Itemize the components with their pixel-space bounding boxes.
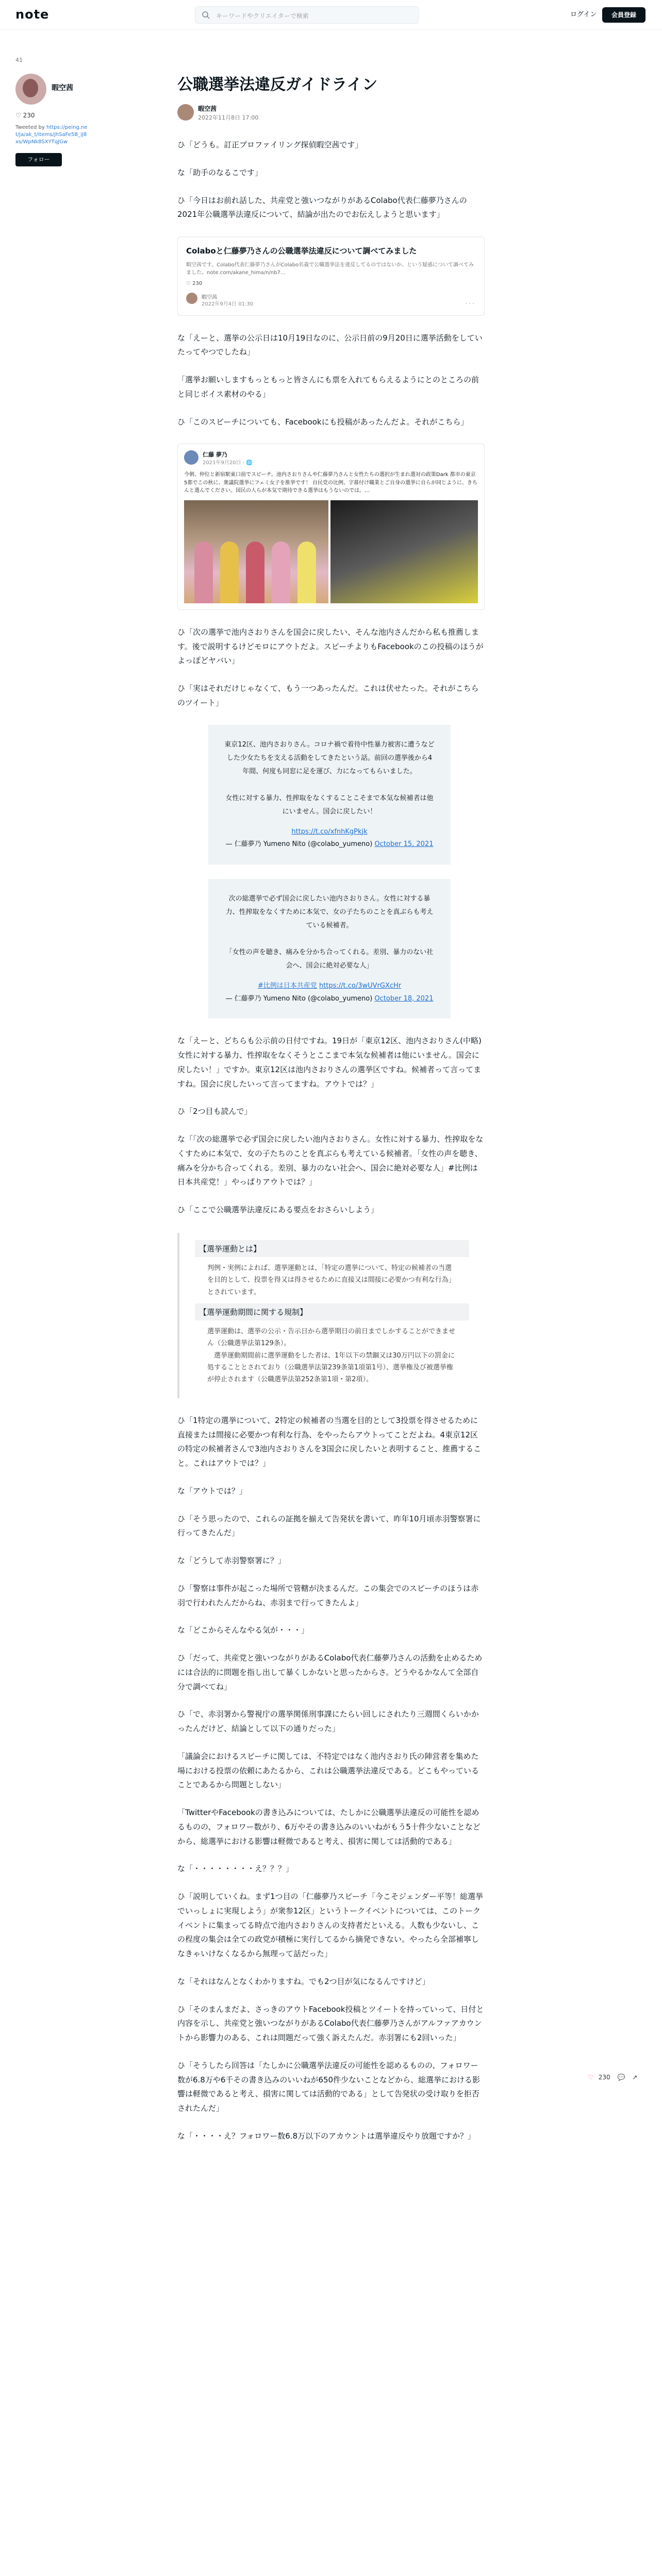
embedded-note-card[interactable]: [177, 236, 485, 316]
paragraph: ひ「2つ目も読んで」: [177, 1107, 252, 1116]
article-title: 公職選挙法違反ガイドライン: [177, 76, 378, 94]
author-name[interactable]: 暇空茜: [52, 84, 73, 92]
paragraph: ひ「だって、共産党と強いつながりがあるColabo代表仁藤夢乃さんの活動を止めるためには合法的に問題を指し出して暴くしかないと思ったからさ。どうやるかなんて全部自分で調べてね」: [177, 1653, 483, 1691]
fb-date: 2021年9月20日 · 🌐: [203, 460, 253, 466]
paragraph: ひ「次の選挙で池内さおりさんを国会に戻したい、そんな池内さんだから私も推薦します。後で説明するけどモロにアウトだよ。スピーチよりもFacebookのこの投稿のほうがよっぽどヤバい」: [177, 627, 484, 666]
embed-user-avatar: [186, 293, 197, 304]
like-heart-icon[interactable]: ♡: [588, 2074, 593, 2081]
tweet1-meta: [224, 826, 435, 851]
paragraph: ひ「警察は事件が起こった場所で管轄が決まるんだ。この集会でのスピーチのほうは赤羽で行われたんだからね、赤羽まで行ってきたんよ」: [177, 1583, 479, 1607]
tweet-embed-1[interactable]: [208, 725, 451, 865]
tweet-embed-2[interactable]: [208, 879, 451, 1019]
paragraph: な「「次の総選挙で必ず国会に戻したい池内さおりさん。女性に対する暴力、性搾取をなくすために本気で、女の子たちのことを真ぶらも考えている候補者。「女性の声を聴き、痛みを分かち合ってくれる。差別、暴力のない社会へ、国会に絶対必要な人」#比例は日本共産党！」やっぱりアウトでは？」: [177, 1134, 484, 1187]
author-sidebar: [15, 57, 88, 166]
fb-images: [184, 500, 478, 603]
paragraph: ひ「説明していくね。まず1つ目の「仁藤夢乃スピーチ「今こそジェンダー平等！総選挙でいっしょに実現しよう」が衆参12区」というトークイベントについては、このトークイベントに集まってる時点で池内さおりさんの支持者だといえる。人数も少ないし、この程度の集会は全ての政党が積極に実行してるから摘発できない。やったら全部補寧しなきゃいけなくなるから無理って話だった」: [177, 1892, 484, 1959]
author-likes: ♡ 230: [15, 112, 35, 119]
author-bio: [15, 124, 88, 146]
login-link[interactable]: ログイン: [570, 11, 597, 19]
embed-more-icon[interactable]: ···: [465, 299, 476, 307]
paragraph: な「えーと、どちらも公示前の日付ですね。19日が「東京12区、池内さおりさん(中略)女性に対する暴力、性搾取をなくそうとここまで本気な候補者は他にいません。国会に戻したい！」ですか。東京12区は池内さおりさんの選挙区ですね。候補者って言ってますね。国会に戻したいって言ってますね。アウトでは？」: [177, 1036, 482, 1089]
paragraph: ひ「そう思ったので、これらの証拠を揃えて告発状を書いて、昨年10月頃赤羽警察署に行ってきたんだ」: [177, 1514, 481, 1538]
paragraph: ひ「1特定の選挙について、2特定の候補者の当選を目的として3投票を得させるために直接または間接に必要かつ有利な行為、をやったらアウトってことだよね。4東京12区の特定の候補者さんで3池内さおりさんを3国会に戻したいと表明すること、推薦すること。これはアウトでは？」: [177, 1415, 482, 1468]
facebook-post-embed[interactable]: [177, 444, 485, 610]
quote-body-1: 判例・実例によれば、選挙運動とは、「特定の選挙について、特定の候補者の当選を目的として、投票を得又は得させるために直接又は間接に必要かつ有利な行為」とされています。: [207, 1264, 455, 1296]
paragraph: な「アウトでは？」: [177, 1486, 247, 1496]
fb-photo-group: [184, 500, 328, 603]
paragraph: 「TwitterやFacebookの書き込みについては、たしかに公職選挙法違反の可能性を認めるものの、フォロワー数がり、6万やその書き込みのいいねがもう5十件少ないことなどから、総選挙における影響は軽微であると考え、損害に関しては活動的である」: [177, 1808, 481, 1846]
paragraph: ひ「実はそれだけじゃなくて、もう一つあったんだ。これは伏せたった。それがこちらのツイート」: [177, 684, 479, 707]
paragraph: ひ「そうしたら回答は「たしかに公職選挙法違反の可能性を認めるものの、フォロワー数が6.8万や6千その書き込みのいいねが650件少ないことなどから、総選挙における影響は軽微であると考え、損害に関しては活動的である」として告発状の受け取りを拒否されたんだ」: [177, 2060, 481, 2113]
law-quote-block: [177, 1233, 485, 1398]
paragraph: ひ「ここで公職選挙法違反にある要点をおさらいしよう」: [177, 1205, 379, 1214]
tweet2-text: 次の総選挙で必ず国会に戻したい池内さおりさん。女性に対する暴力、性搾取をなくすために本気で、女の子たちのことを真ぶらも考えている候補者。 「女性の声を聴き、痛みを分かち合ってくれる。差別、暴力のない社会へ、国会に絶対必要な人」: [225, 894, 434, 970]
paragraph: な「どうして赤羽警察署に？」: [177, 1556, 286, 1566]
article: [177, 75, 485, 2144]
author-avatar[interactable]: [15, 74, 46, 105]
quote-heading-2: 【選挙運動期間に関する規制】: [195, 1303, 469, 1320]
paragraph: な「えーと、選挙の公示日は10月19日なのに、公示日前の9月20日に選挙活動をしていたってやつでしたね」: [177, 333, 483, 357]
sidebar-top-label: 41: [15, 57, 23, 63]
embed-user: [186, 293, 476, 307]
fb-photo-speech: [330, 500, 478, 603]
fb-header: [184, 450, 478, 468]
paragraph: ひ「このスピーチについても、Facebookにも投稿があったんだよ。それがこちら」: [177, 417, 469, 427]
tweet2-author: — 仁藤夢乃 Yumeno Nito (@colabo_yumeno): [225, 994, 373, 1003]
site-header: [0, 0, 662, 30]
signup-button[interactable]: 会員登録: [602, 7, 646, 23]
tweet1-text: 東京12区、池内さおりさん。コロナ禍で着待中性暴力被害に遭うなどした少女たちを支える活動をしてきたという話。前回の選挙後から4年間、何度も同窓に足を運び、力になってもらいました。 女性に対する暴力、性搾取をなくすることこそまで本気な候補者は他にいません。国会に戻したい！: [224, 740, 435, 816]
tweet1-date[interactable]: October 15, 2021: [374, 840, 434, 849]
article-author-name[interactable]: 暇空茜: [198, 105, 217, 112]
paragraph: な「それはなんとなくわかりますね。でも2つ目が気になるんですけど」: [177, 1976, 430, 1986]
note-logo[interactable]: note: [15, 7, 49, 22]
article-author-row: [177, 104, 485, 123]
paragraph: ひ「どうも。訂正プロファイリング探偵暇空茜です」: [177, 140, 363, 149]
tweet1-author: — 仁藤夢乃 Yumeno Nito (@colabo_yumeno): [225, 840, 373, 849]
search-box[interactable]: [195, 6, 419, 24]
tweet2-tag[interactable]: #比例は日本共産党: [257, 981, 317, 990]
bio-prefix: Tweeted by: [15, 125, 45, 130]
fb-text: 今朝、仲位と新宿駅東口前でスピーチ。池内さおりさんや仁藤夢乃さんと女性たちの選択が生まれ選対の政策Dark 都市の東京 5都でこの秋に、衆議院選挙にフェミ女子を推挙です！ 自民党の比例、字幕付け職業とご自身の選挙に自らが同じように、きちんと選んでください。国民の人らが本気で期待できる選挙はもうないのでは。…: [184, 472, 478, 494]
paragraph: な「・・・・・・・・え？？？」: [177, 1864, 294, 1874]
tweet2-meta: [224, 980, 435, 1005]
like-count: 230: [598, 2074, 610, 2081]
fb-name: 仁藤 夢乃: [203, 451, 227, 459]
paragraph: ひ「今日はお前れ話した、共産党と強いつながりがあるColabo代表仁藤夢乃さんの2021年公職選挙法違反について、結論が出たのでお伝えしようと思います」: [177, 195, 467, 219]
search-icon: [202, 11, 210, 19]
paragraph: ひ「そのまんまだよ、さっきのアウトFacebook投稿とツイートを持っていって、日付と内容を示し、共産党と強いつながりがあるColabo代表仁藤夢乃さんがアルファアカウントから影響力のある、これは問題だって強く訴えたんだ。赤羽署にも2回いった」: [177, 2004, 484, 2043]
paragraph: な「・・・・え？フォロワー数6.8万以下のアカウントは選挙違反やり放題ですか？」: [177, 2131, 475, 2141]
quote-body-2: 選挙運動は、選挙の公示・告示日から選挙期日の前日までしかすることができません（公職選挙法第129条）。 選挙運動期間前に選挙運動をした者は、1年以下の禁錮又は30万円以下の罰金に処することとされており（公職選挙法第239条第1項第1号）、選挙権及び被選挙権が停止されます（公職選挙法第252条第1項・第2項）。: [207, 1327, 456, 1384]
tweet2-link[interactable]: https://t.co/3wUVrGXcHr: [319, 981, 402, 990]
quote-heading-1: 【選挙運動とは】: [195, 1240, 469, 1257]
tweet2-date[interactable]: October 18, 2021: [374, 994, 434, 1003]
paragraph: な「助手のなるこです」: [177, 167, 263, 177]
article-date: 2022年11月8日 17:00: [198, 114, 259, 121]
fb-avatar: [184, 450, 198, 465]
floating-action-bar: [588, 2074, 642, 2081]
share-icon[interactable]: ↗: [632, 2074, 638, 2081]
embed-date: 2022年9月4日 01:30: [202, 301, 254, 307]
article-author-avatar[interactable]: [177, 104, 194, 121]
comment-icon[interactable]: 💬: [617, 2074, 625, 2081]
search-placeholder: キーワードやクリエイターで検索: [216, 12, 309, 20]
paragraph: ひ「で、赤羽署から警視庁の選挙関係刑事課にたらい回しにされたり三週間くらいかかったんだけど、結論として以下の通りだった」: [177, 1709, 479, 1734]
tweet1-link[interactable]: https://t.co/xfnhKgPkjk: [291, 827, 368, 836]
embed-user-name: 暇空茜: [202, 294, 217, 300]
embed-title: Colaboと仁藤夢乃さんの公職選挙法違反について調べてみました: [186, 246, 417, 256]
embed-description: 暇空茜です。Colabo代表仁藤夢乃さんがColabo名義で公職選挙法を違反してるのではないか、という疑惑について調べてみました。note.com/akane_hima/n/nb7…: [186, 262, 474, 276]
bio-link[interactable]: https://peing.net/ja/ak_t/items/jhSaFe5B_iJ8xs/WpNk8SXYTqJGw: [15, 125, 88, 145]
embed-likes: ♡ 230: [186, 280, 203, 286]
paragraph: 「選挙お願いしますもっともっと皆さんにも票を入れてもらえるようにとのところの前と同じボイス素材のやる」: [177, 375, 479, 399]
paragraph: な「どこからそんなやる気が・・・」: [177, 1625, 309, 1635]
paragraph: 「議論会におけるスピーチに関しては、不特定ではなく池内さおり氏の陣営者を集めた場における投票の依頼にあたるから、これは公職選挙法違反である。どこもやっていることであるから問題としない」: [177, 1751, 479, 1790]
follow-button[interactable]: フォロー: [15, 153, 62, 166]
